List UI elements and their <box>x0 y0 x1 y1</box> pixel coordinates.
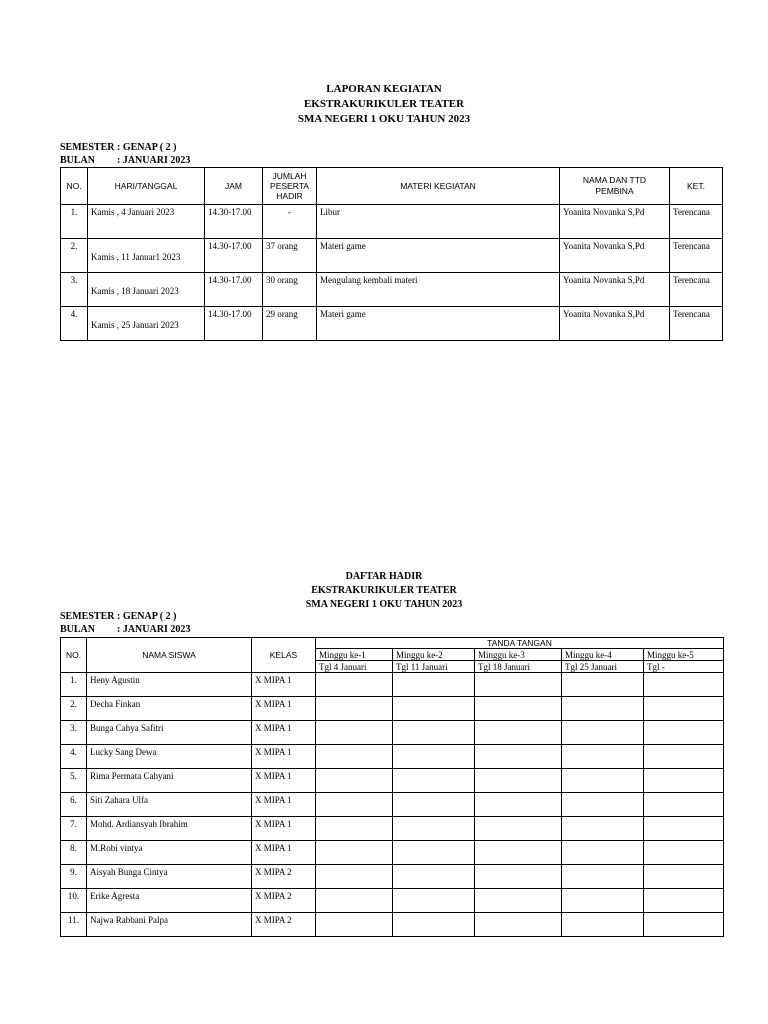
row-jumlah: 37 orang <box>263 239 317 273</box>
attendance-title-line: SMA NEGERI 1 OKU TAHUN 2023 <box>305 599 463 610</box>
signature-cell <box>393 793 475 817</box>
signature-cell <box>475 673 562 697</box>
table-row <box>61 865 724 889</box>
signature-cell <box>393 889 475 913</box>
signature-cell <box>644 673 724 697</box>
signature-cell <box>316 673 393 697</box>
signature-cell <box>562 673 644 697</box>
student-kelas: X MIPA 2 <box>252 889 316 913</box>
signature-cell <box>316 697 393 721</box>
student-no: 3. <box>61 721 87 745</box>
signature-cell <box>316 745 393 769</box>
row-jam: 14.30-17.00 <box>205 239 263 273</box>
student-kelas: X MIPA 2 <box>252 913 316 937</box>
date-header: Tgl 18 Januari <box>475 661 562 673</box>
student-no: 6. <box>61 793 87 817</box>
student-kelas: X MIPA 1 <box>252 817 316 841</box>
signature-cell <box>562 889 644 913</box>
signature-cell <box>316 769 393 793</box>
row-jam: 14.30-17.00 <box>205 307 263 341</box>
row-ket: Terencana <box>670 205 723 239</box>
row-date: Kamis , 4 Januari 2023 <box>88 205 205 239</box>
signature-cell <box>475 769 562 793</box>
signature-cell <box>316 865 393 889</box>
signature-cell <box>644 889 724 913</box>
week-header: Minggu ke-2 <box>393 649 475 661</box>
signature-cell <box>475 889 562 913</box>
col-pembina <box>560 168 670 205</box>
bulan-value: : JANUARI 2023 <box>117 155 191 166</box>
student-name: Siti Zahara Ulfa <box>87 793 252 817</box>
report-title <box>0 82 768 127</box>
signature-cell <box>316 793 393 817</box>
student-no: 8. <box>61 841 87 865</box>
table-row <box>61 745 724 769</box>
signature-cell <box>562 913 644 937</box>
row-no: 3. <box>61 273 88 307</box>
date-header: Tgl 11 Januari <box>393 661 475 673</box>
report-meta <box>60 141 190 167</box>
signature-cell <box>644 697 724 721</box>
student-name: Heny Agustin <box>87 673 252 697</box>
student-kelas: X MIPA 1 <box>252 769 316 793</box>
student-no: 7. <box>61 817 87 841</box>
table-row <box>61 307 723 341</box>
row-date: Kamis , 11 Januar1 2023 <box>88 239 205 273</box>
signature-cell <box>644 793 724 817</box>
student-kelas: X MIPA 1 <box>252 721 316 745</box>
signature-cell <box>562 817 644 841</box>
row-jam: 14.30-17.00 <box>205 273 263 307</box>
table-row <box>61 273 723 307</box>
student-name: Decha Finkan <box>87 697 252 721</box>
signature-cell <box>475 793 562 817</box>
table-row <box>61 673 724 697</box>
date-header: Tgl 25 Januari <box>562 661 644 673</box>
student-name: Najwa Rabbani Palpa <box>87 913 252 937</box>
signature-cell <box>475 865 562 889</box>
signature-cell <box>644 817 724 841</box>
attendance-body <box>61 673 724 937</box>
col-pembina-line: NAMA DAN TTD <box>582 175 647 185</box>
table-row <box>61 205 723 239</box>
student-name: Lucky Sang Dewa <box>87 745 252 769</box>
row-pembina: Yoanita Novanka S,Pd <box>560 239 670 273</box>
semester-label: SEMESTER <box>60 611 115 622</box>
student-kelas: X MIPA 2 <box>252 865 316 889</box>
semester-value: : GENAP ( 2 ) <box>117 611 177 622</box>
table-row <box>61 913 724 937</box>
row-date: Kamis , 18 Januari 2023 <box>88 273 205 307</box>
row-pembina: Yoanita Novanka S,Pd <box>560 307 670 341</box>
date-header: Tgl - <box>644 661 724 673</box>
bulan-label: BULAN <box>60 155 96 166</box>
signature-cell <box>393 745 475 769</box>
row-no: 1. <box>61 205 88 239</box>
signature-cell <box>316 913 393 937</box>
student-no: 2. <box>61 697 87 721</box>
col-no: NO. <box>61 168 88 205</box>
signature-cell <box>316 889 393 913</box>
signature-cell <box>562 721 644 745</box>
signature-cell <box>393 817 475 841</box>
signature-cell <box>316 841 393 865</box>
signature-cell <box>475 817 562 841</box>
table-row <box>61 721 724 745</box>
attendance-header-row <box>61 638 724 649</box>
student-kelas: X MIPA 1 <box>252 793 316 817</box>
week-header: Minggu ke-5 <box>644 649 724 661</box>
table-row <box>61 793 724 817</box>
report-title-line: SMA NEGERI 1 OKU TAHUN 2023 <box>297 113 471 125</box>
student-kelas: X MIPA 1 <box>252 673 316 697</box>
signature-cell <box>393 841 475 865</box>
attendance-meta <box>60 610 190 636</box>
week-header: Minggu ke-3 <box>475 649 562 661</box>
signature-cell <box>562 865 644 889</box>
attendance-title-line: DAFTAR HADIR <box>345 571 423 582</box>
row-ket: Terencana <box>670 307 723 341</box>
row-ket: Terencana <box>670 239 723 273</box>
col-jam: JAM <box>205 168 263 205</box>
attendance-title <box>0 570 768 612</box>
student-name: Aisyah Bunga Cintya <box>87 865 252 889</box>
signature-cell <box>644 841 724 865</box>
signature-cell <box>644 913 724 937</box>
attendance-table <box>60 637 724 937</box>
col-jumlah-line: JUMLAH <box>272 171 307 181</box>
signature-cell <box>562 745 644 769</box>
report-title-line: EKSTRAKURIKULER TEATER <box>303 98 465 110</box>
col-jumlah-line: PESERTA <box>270 181 309 191</box>
table-row <box>61 889 724 913</box>
signature-cell <box>562 793 644 817</box>
table-row <box>61 697 724 721</box>
student-name: Erike Agresta <box>87 889 252 913</box>
student-kelas: X MIPA 1 <box>252 841 316 865</box>
row-no: 4. <box>61 307 88 341</box>
col-jumlah-line: HADIR <box>276 191 303 201</box>
student-name: Rima Permata Cahyani <box>87 769 252 793</box>
semester-value: : GENAP ( 2 ) <box>117 142 177 153</box>
activity-table <box>60 167 723 341</box>
row-jumlah: 29 orang <box>263 307 317 341</box>
row-pembina: Yoanita Novanka S,Pd <box>560 273 670 307</box>
signature-cell <box>644 769 724 793</box>
row-pembina: Yoanita Novanka S,Pd <box>560 205 670 239</box>
report-title-line: LAPORAN KEGIATAN <box>326 83 442 95</box>
signature-cell <box>316 817 393 841</box>
signature-cell <box>644 865 724 889</box>
table-row <box>61 239 723 273</box>
row-materi: Materi game <box>317 307 560 341</box>
signature-cell <box>393 865 475 889</box>
attendance-title-line: EKSTRAKURIKULER TEATER <box>311 585 457 596</box>
row-materi: Materi game <box>317 239 560 273</box>
student-no: 1. <box>61 673 87 697</box>
col-date: HARI/TANGGAL <box>88 168 205 205</box>
signature-cell <box>562 769 644 793</box>
col-kelas: KELAS <box>252 638 316 673</box>
signature-cell <box>475 913 562 937</box>
signature-cell <box>644 745 724 769</box>
row-materi: Mengulang kembali materi <box>317 273 560 307</box>
student-name: M.Robi vintya <box>87 841 252 865</box>
col-materi: MATERI KEGIATAN <box>317 168 560 205</box>
signature-cell <box>475 841 562 865</box>
col-nama: NAMA SISWA <box>87 638 252 673</box>
col-jumlah <box>263 168 317 205</box>
signature-cell <box>475 721 562 745</box>
student-name: Mohd. Ardiansyah Ibrahim <box>87 817 252 841</box>
table-row <box>61 769 724 793</box>
student-name: Bunga Cahya Safitri <box>87 721 252 745</box>
row-materi: Libur <box>317 205 560 239</box>
week-header: Minggu ke-4 <box>562 649 644 661</box>
row-jam: 14.30-17.00 <box>205 205 263 239</box>
row-jumlah: - <box>263 205 317 239</box>
signature-cell <box>393 673 475 697</box>
col-no: NO. <box>61 638 87 673</box>
student-no: 11. <box>61 913 87 937</box>
student-no: 9. <box>61 865 87 889</box>
activity-table-header <box>61 168 723 205</box>
date-header: Tgl 4 Januari <box>316 661 393 673</box>
student-no: 10. <box>61 889 87 913</box>
table-row <box>61 841 724 865</box>
semester-label: SEMESTER <box>60 142 115 153</box>
bulan-value: : JANUARI 2023 <box>117 624 191 635</box>
signature-cell <box>562 697 644 721</box>
student-kelas: X MIPA 1 <box>252 745 316 769</box>
signature-cell <box>393 769 475 793</box>
bulan-label: BULAN <box>60 624 96 635</box>
col-ket: KET. <box>670 168 723 205</box>
col-tanda-tangan: TANDA TANGAN <box>316 638 724 649</box>
table-row <box>61 817 724 841</box>
student-kelas: X MIPA 1 <box>252 697 316 721</box>
signature-cell <box>393 913 475 937</box>
signature-cell <box>393 721 475 745</box>
signature-cell <box>316 721 393 745</box>
row-date: Kamis , 25 Januari 2023 <box>88 307 205 341</box>
row-no: 2. <box>61 239 88 273</box>
signature-cell <box>644 721 724 745</box>
student-no: 5. <box>61 769 87 793</box>
signature-cell <box>393 697 475 721</box>
row-ket: Terencana <box>670 273 723 307</box>
student-no: 4. <box>61 745 87 769</box>
row-jumlah: 30 orang <box>263 273 317 307</box>
week-header: Minggu ke-1 <box>316 649 393 661</box>
signature-cell <box>562 841 644 865</box>
col-pembina-line: PEMBINA <box>595 186 634 196</box>
signature-cell <box>475 745 562 769</box>
signature-cell <box>475 697 562 721</box>
